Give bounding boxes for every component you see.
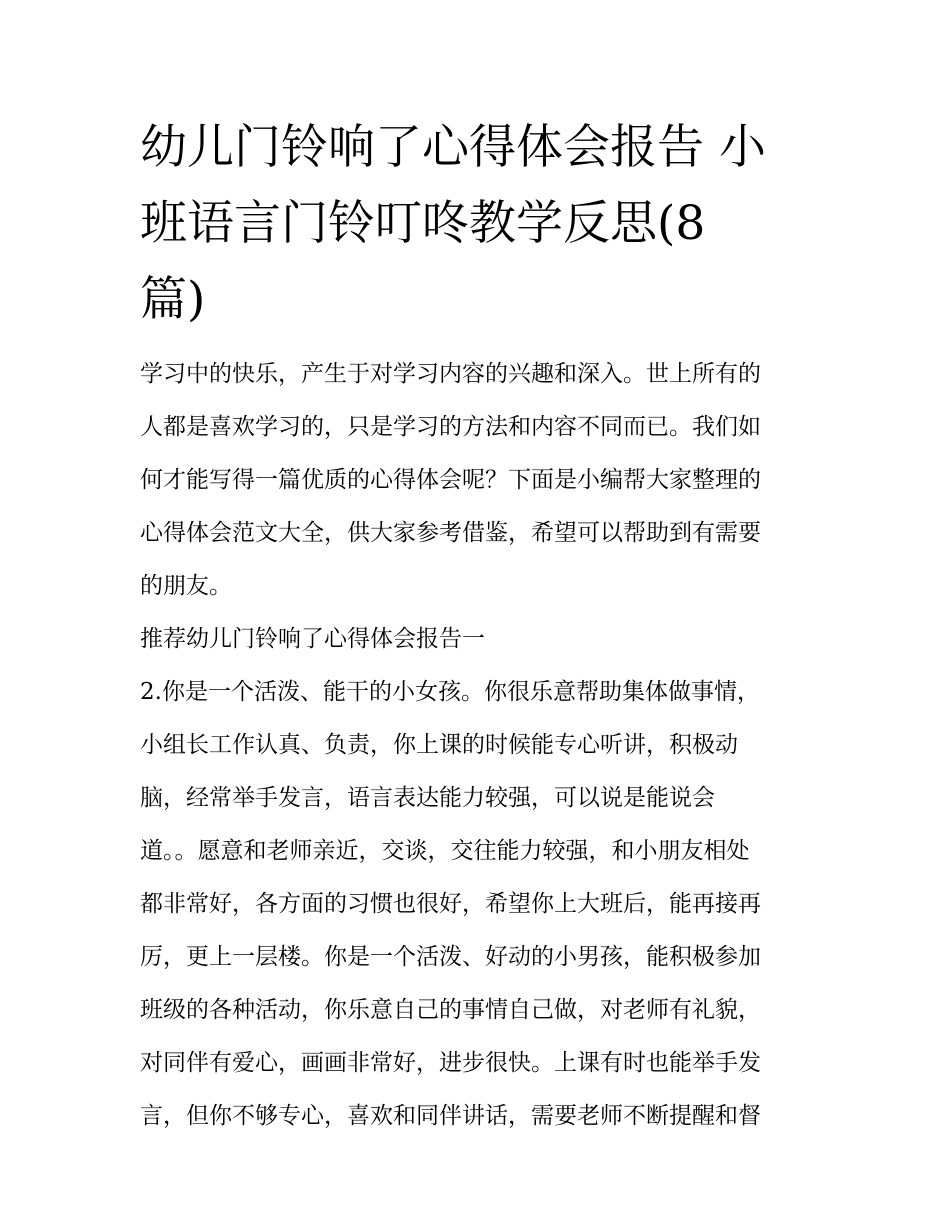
body-line: 小组长工作认真、负责，你上课的时候能专心听讲，积极动 bbox=[140, 732, 738, 758]
intro-line: 的朋友。 bbox=[140, 573, 232, 599]
body-line: 言，但你不够专心，喜欢和同伴讲话，需要老师不断提醒和督 bbox=[140, 1103, 761, 1129]
title-line: 篇) bbox=[140, 272, 206, 327]
intro-line: 何才能写得一篇优质的心得体会呢？下面是小编帮大家整理的 bbox=[140, 467, 761, 493]
body-line: 厉，更上一层楼。你是一个活泼、好动的小男孩，能积极参加 bbox=[140, 944, 761, 970]
intro-line: 学习中的快乐，产生于对学习内容的兴趣和深入。世上所有的 bbox=[140, 361, 761, 387]
title-line: 班语言门铃叮咚教学反思(8 bbox=[140, 196, 706, 251]
body-line: 2.你是一个活泼、能干的小女孩。你很乐意帮助集体做事情， bbox=[140, 679, 760, 705]
body-line: 道。。愿意和老师亲近，交谈，交往能力较强，和小朋友相处 bbox=[140, 838, 750, 864]
body-line: 都非常好，各方面的习惯也很好，希望你上大班后，能再接再 bbox=[140, 891, 761, 917]
document-content bbox=[140, 110, 812, 1143]
body-line: 班级的各种活动，你乐意自己的事情自己做，对老师有礼貌， bbox=[140, 997, 761, 1023]
body-line: 对同伴有爱心，画画非常好，进步很快。上课有时也能举手发 bbox=[140, 1050, 761, 1076]
document-title bbox=[140, 110, 812, 338]
body-line: 脑，经常举手发言，语言表达能力较强，可以说是能说会 bbox=[140, 785, 715, 811]
title-line: 幼儿门铃响了心得体会报告 小 bbox=[140, 120, 766, 175]
intro-line: 人都是喜欢学习的，只是学习的方法和内容不同而已。我们如 bbox=[140, 414, 761, 440]
intro-paragraph bbox=[140, 348, 812, 613]
intro-line: 心得体会范文大全，供大家参考借鉴，希望可以帮助到有需要 bbox=[140, 520, 761, 546]
section-heading: 推荐幼儿门铃响了心得体会报告一 bbox=[140, 626, 485, 652]
body-paragraph bbox=[140, 666, 812, 1143]
